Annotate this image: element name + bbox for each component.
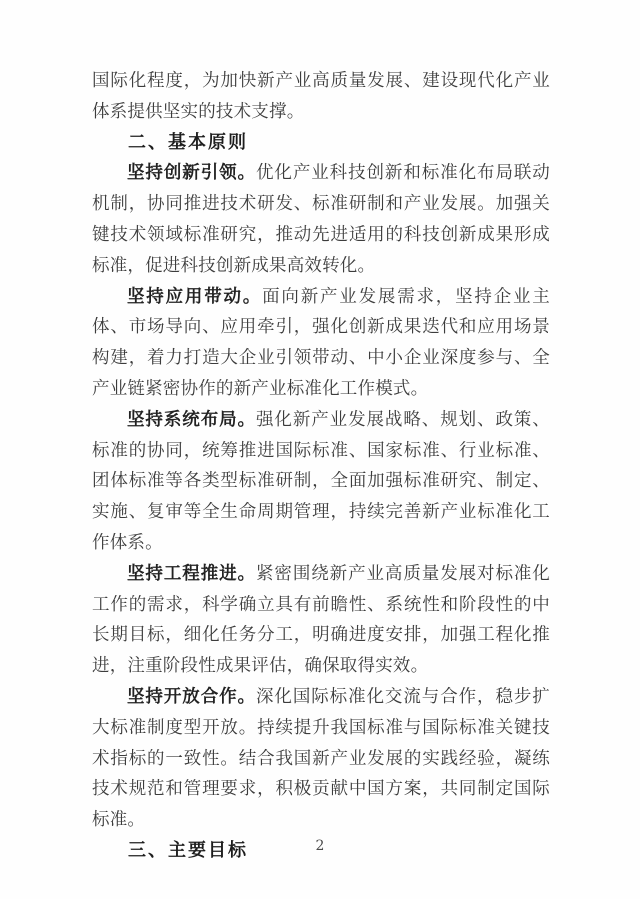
principle-lead-engineering: 坚持工程推进。 [127, 563, 256, 584]
document-body [92, 66, 550, 867]
principle-paragraph-innovation [92, 158, 550, 281]
principle-body-engineering: 紧密围绕新产业高质量发展对标准化工作的需求，科学确立具有前瞻性、系统性和阶段性的中长期目标，细化任务分工，明确进度安排，加强工程化推进，注重阶段性成果评估，确保取得实效。 [92, 563, 551, 677]
principle-lead-innovation: 坚持创新引领。 [127, 163, 256, 184]
principle-body-openness: 深化国际标准化交流与合作，稳步扩大标准制度型开放。持续提升我国标准与国际标准关键技术指标的一致性。结合我国新产业发展的实践经验，凝练技术规范和管理要求，积极贡献中国方案，共同制定国际标准。 [92, 686, 551, 831]
principle-lead-openness: 坚持开放合作。 [127, 686, 256, 707]
continued-paragraph: 国际化程度，为加快新产业高质量发展、建设现代化产业体系提供坚实的技术支撑。 [92, 71, 550, 122]
principle-body-innovation: 优化产业科技创新和标准化布局联动机制，协同推进技术研发、标准研制和产业发展。加强关键技术领域标准研究，推动先进适用的科技创新成果形成标准，促进科技创新成果高效转化。 [92, 163, 551, 276]
heading-basic-principles: 二、基本原则 [128, 131, 248, 153]
heading-main-goals: 三、主要目标 [128, 839, 248, 861]
principle-lead-application: 坚持应用带动。 [127, 286, 263, 307]
principle-lead-system: 坚持系统布局。 [127, 409, 256, 430]
principle-paragraph-engineering [92, 559, 550, 682]
page-number: 2 [315, 838, 325, 854]
principle-body-system: 强化新产业发展战略、规划、政策、标准的协同，统筹推进国际标准、国家标准、行业标准、团体标准等各类型标准研制，全面加强标准研究、制定、实施、复审等全生命周期管理，持续完善新产业标准化工作体系。 [92, 409, 551, 553]
principle-paragraph-application [92, 282, 550, 405]
principle-paragraph-openness [92, 682, 550, 836]
principle-paragraph-system [92, 405, 550, 559]
principle-body-application: 面向新产业发展需求，坚持企业主体、市场导向、应用牵引，强化创新成果迭代和应用场景构建，着力打造大企业引领带动、中小企业深度参与、全产业链紧密协作的新产业标准化工作模式。 [92, 286, 551, 399]
